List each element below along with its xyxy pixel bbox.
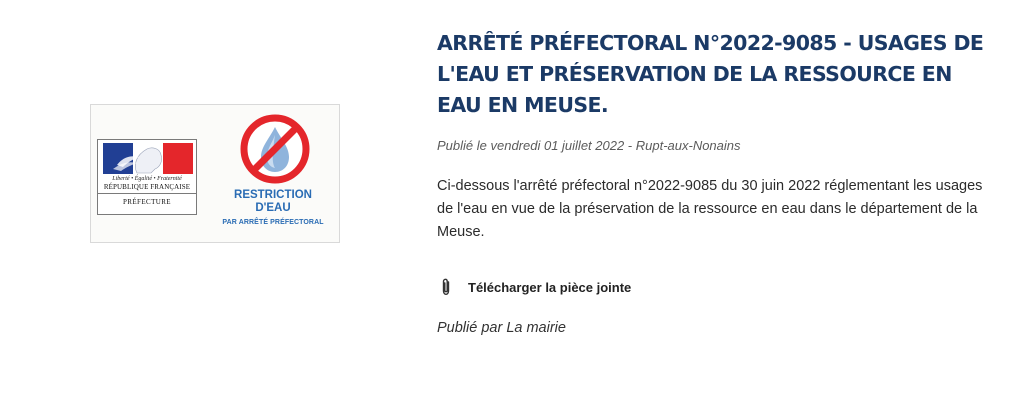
logo-motto: Liberté • Égalité • Fraternité (112, 176, 182, 182)
article-title[interactable]: ARRÊTÉ PRÉFECTORAL N°2022-9085 - USAGES DE L'EAU ET PRÉSERVATION DE LA RESSOURCE EN EAU EN MEUSE. (437, 31, 984, 117)
marianne-flag-icon (103, 143, 193, 174)
article-description: Ci-dessous l'arrêté préfectoral n°2022-9085 du 30 juin 2022 réglementant les usages de l'eau en vue de la préservation de la ressource en eau dans le département de la Meuse. (437, 178, 983, 240)
sign-title-line1: RESTRICTION (234, 189, 312, 201)
author-byline: Publié par La mairie (437, 320, 566, 336)
article-content (437, 28, 993, 336)
paperclip-icon (439, 278, 453, 296)
download-attachment-label[interactable]: Télécharger la pièce jointe (468, 279, 632, 295)
no-water-sign-icon (239, 113, 311, 185)
download-attachment-link[interactable] (437, 278, 993, 296)
sign-subtitle: PAR ARRÊTÉ PRÉFECTORAL (222, 219, 324, 226)
logo-office: PRÉFECTURE (123, 198, 171, 206)
article-image (90, 104, 340, 243)
publication-meta: Publié le vendredi 01 juillet 2022 - Rupt-aux-Nonains (437, 138, 741, 153)
logo-country: RÉPUBLIQUE FRANÇAISE (103, 183, 191, 191)
logo-divider (98, 193, 196, 194)
sign-title-line2: D'EAU (255, 202, 291, 214)
republique-francaise-logo (97, 139, 197, 215)
